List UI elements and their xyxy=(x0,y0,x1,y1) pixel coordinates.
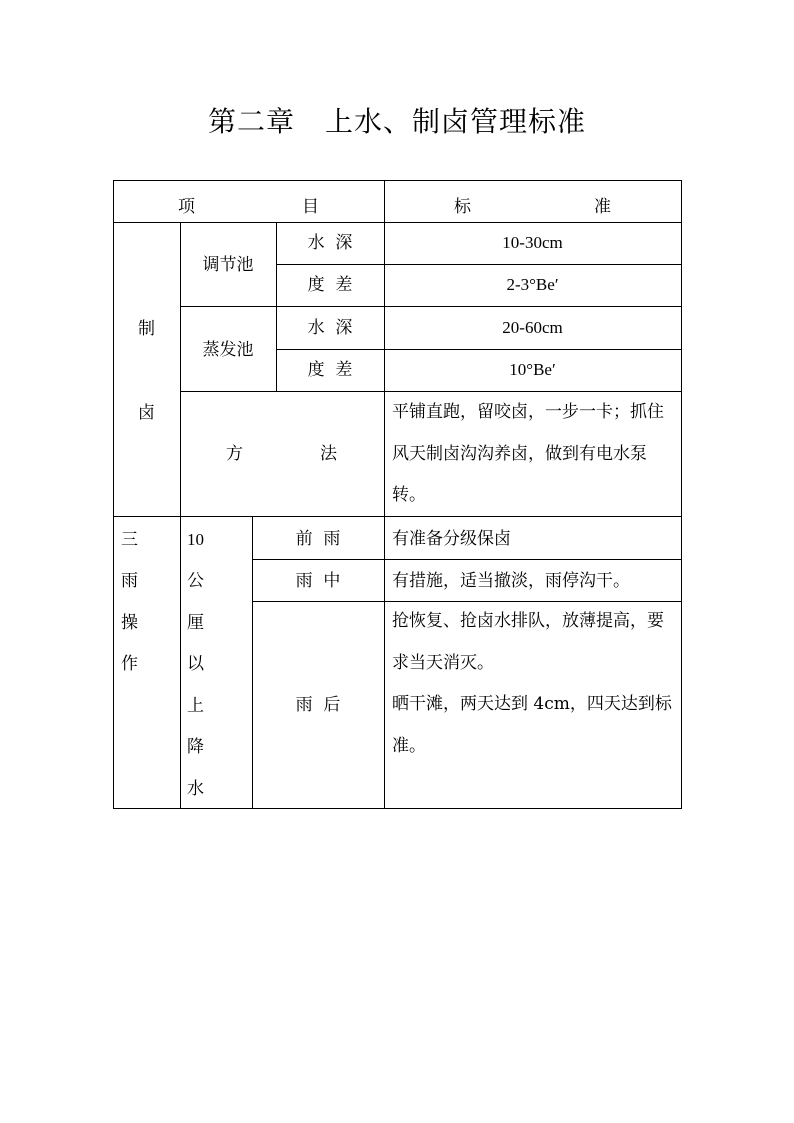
header-item-b: 目 xyxy=(302,197,319,217)
chapter-number: 第二章 xyxy=(207,105,295,138)
rain-char: 降 xyxy=(187,737,204,757)
group-label-zhi: 制 xyxy=(138,319,155,339)
sanyu-char: 雨 xyxy=(121,571,138,591)
method-text: 平铺直跑，留咬卤，一步一卡；抓住风天制卤沟沟养卤，做到有电水泵转。 xyxy=(392,402,664,505)
value-water-depth: 10-30cm xyxy=(502,233,563,252)
pool-name-tiaojiechi: 调节池 xyxy=(202,255,254,275)
value-degree-diff: 10°Be′ xyxy=(509,360,556,379)
text-before-rain: 有准备分级保卤 xyxy=(392,529,511,549)
chapter-title: 上水、制卤管理标准 xyxy=(325,105,587,138)
header-standard-b: 准 xyxy=(594,197,611,217)
sanyu-char: 作 xyxy=(121,654,138,674)
text-after-rain-1: 抢恢复、抢卤水排队，放薄提高，要求当天消灭。 xyxy=(392,611,664,673)
sanyu-char: 三 xyxy=(121,530,138,550)
row-label-water-depth: 水 深 xyxy=(307,318,353,338)
header-item-a: 项 xyxy=(178,197,195,217)
rain-char: 上 xyxy=(187,696,204,716)
group-label-lu: 卤 xyxy=(138,403,155,423)
sanyu-char: 操 xyxy=(121,613,138,633)
rain-char: 公 xyxy=(187,571,204,591)
method-label-a: 方 xyxy=(226,444,243,464)
row-label-before-rain: 前 雨 xyxy=(295,529,341,549)
rain-char: 厘 xyxy=(187,613,204,633)
row-label-degree-diff: 度 差 xyxy=(307,360,353,380)
row-label-degree-diff: 度 差 xyxy=(307,275,353,295)
row-label-after-rain: 雨 后 xyxy=(295,695,341,715)
value-water-depth: 20-60cm xyxy=(502,318,563,337)
value-degree-diff: 2-3°Be′ xyxy=(506,275,559,294)
pool-name-zhengfachi: 蒸发池 xyxy=(202,340,254,360)
header-standard-a: 标 xyxy=(454,197,471,217)
rain-char: 以 xyxy=(187,654,204,674)
text-after-rain-2: 晒干滩，两天达到 4cm，四天达到标准。 xyxy=(392,694,672,756)
rain-char: 10 xyxy=(187,530,204,549)
text-during-rain: 有措施，适当撤淡，雨停沟干。 xyxy=(392,571,630,591)
row-label-water-depth: 水 深 xyxy=(307,233,353,253)
row-label-during-rain: 雨 中 xyxy=(295,571,341,591)
rain-char: 水 xyxy=(187,779,204,799)
method-label-b: 法 xyxy=(320,444,337,464)
